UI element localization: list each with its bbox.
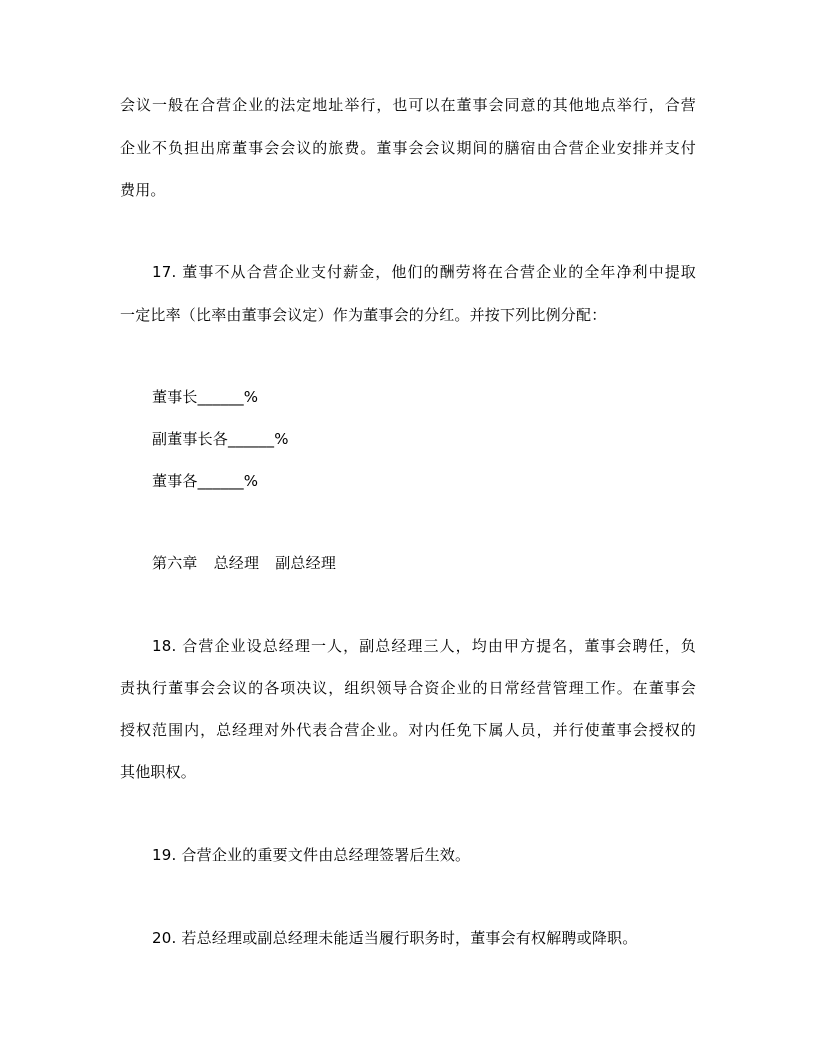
chapter-6-heading [152, 553, 336, 573]
chapter-label: 第六章 [152, 554, 198, 572]
clause-18-line-2: 责执行董事会会议的各项决议，组织领导合资企业的日常经营管理工作。在董事会 [120, 679, 696, 697]
clause-18-line-3: 授权范围内，总经理对外代表合营企业。对内任免下属人员，并行使董事会授权的 [120, 721, 696, 739]
allocation-vice-chairman: 副董事长各______% [152, 430, 289, 448]
clause-18-line-1: 18. 合营企业设总经理一人，副总经理三人，均由甲方提名，董事会聘任，负 [152, 637, 696, 655]
clause-17-line-2: 一定比率（比率由董事会议定）作为董事会的分红。并按下列比例分配： [120, 306, 607, 324]
allocation-chairman: 董事长______% [152, 388, 259, 406]
meeting-paragraph-line-3: 费用。 [120, 181, 166, 199]
clause-20-line-1: 20. 若总经理或副总经理未能适当履行职务时，董事会有权解聘或降职。 [152, 929, 638, 947]
clause-19-line-1: 19. 合营企业的重要文件由总经理签署后生效。 [152, 846, 471, 864]
clause-18-line-4: 其他职权。 [120, 763, 197, 781]
clause-17-line-1: 17. 董事不从合营企业支付薪金，他们的酬劳将在合营企业的全年净利中提取 [152, 263, 696, 281]
allocation-director: 董事各______% [152, 472, 259, 490]
chapter-title-part-2: 副总经理 [275, 554, 337, 572]
meeting-paragraph-line-2: 企业不负担出席董事会会议的旅费。董事会会议期间的膳宿由合营企业安排并支付 [120, 139, 696, 157]
meeting-paragraph-line-1: 会议一般在合营企业的法定地址举行，也可以在董事会同意的其他地点举行，合营 [120, 96, 696, 114]
chapter-title-part-1: 总经理 [213, 554, 260, 572]
